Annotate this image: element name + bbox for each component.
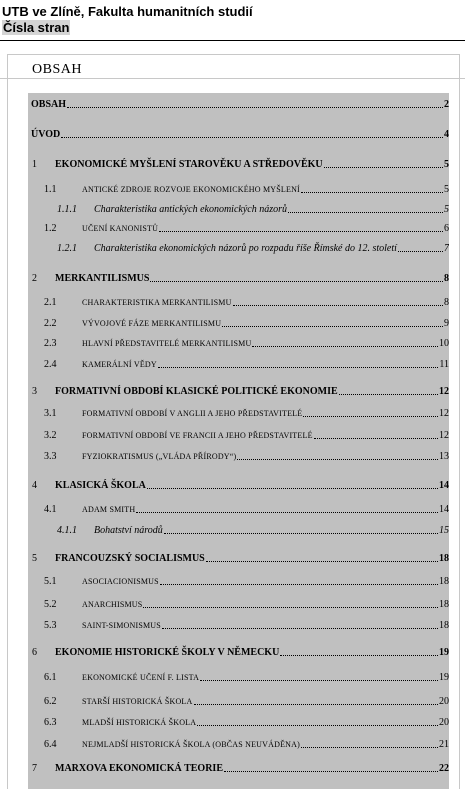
header-line-2[interactable]: Čísla stran (3, 20, 70, 35)
toc-entry-number: 2 (32, 273, 37, 284)
toc-entry[interactable] (28, 715, 449, 729)
toc-entry[interactable] (28, 97, 449, 111)
toc-entry-number: 1.1 (44, 184, 57, 195)
toc-entry-title: FRANCOUZSKÝ SOCIALISMUS (55, 553, 205, 564)
page-title: OBSAH (32, 62, 82, 77)
toc-entry[interactable] (28, 221, 449, 235)
toc-entry[interactable] (28, 406, 449, 420)
toc-entry[interactable] (28, 316, 449, 330)
toc-entry-number: 6.1 (44, 672, 57, 683)
toc-entry-title: KLASICKÁ ŠKOLA (55, 480, 146, 491)
toc-entry[interactable] (28, 574, 449, 588)
toc-entry[interactable] (28, 449, 449, 463)
toc-entry-number: 4.1.1 (57, 525, 77, 536)
toc-entry-number: 3.3 (44, 451, 57, 462)
toc-entry-number: 3.1 (44, 408, 57, 419)
toc-entry-page: 13 (439, 451, 449, 462)
toc-entry-title: CHARAKTERISTIKA MERKANTILISMU (82, 298, 232, 307)
toc-entry-page: 20 (439, 717, 449, 728)
toc-entry-title: MARXOVA EKONOMICKÁ TEORIE (55, 763, 223, 774)
toc-entry-number: 6 (32, 647, 37, 658)
toc-entry-title: KAMERÁLNÍ VĚDY (82, 360, 157, 369)
toc-entry-number: 6.2 (44, 696, 57, 707)
toc-entry-page: 10 (439, 338, 449, 349)
toc-entry-title: FYZIOKRATISMUS („VLÁDA PŘÍRODY“) (82, 452, 237, 461)
toc-entry[interactable] (28, 157, 449, 171)
toc-dot-leader (67, 107, 443, 108)
toc-entry-page: 12 (439, 386, 449, 397)
toc-entry-title: HLAVNÍ PŘEDSTAVITELÉ MERKANTILISMU (82, 339, 252, 348)
toc-entry-title: OBSAH (31, 99, 67, 110)
toc-entry-number: 1.2.1 (57, 243, 77, 254)
toc-dot-leader (301, 192, 443, 193)
toc-entry-page: 7 (444, 243, 449, 254)
toc-entry-number: 4.1 (44, 504, 57, 515)
toc-entry-title: UČENÍ KANONISTŮ (82, 224, 159, 233)
toc-entry-number: 4 (32, 480, 37, 491)
toc-dot-leader (224, 771, 438, 772)
toc-entry-title: ANTICKÉ ZDROJE ROZVOJE EKONOMICKÉHO MYŠLENÍ (82, 185, 300, 194)
toc-entry[interactable] (28, 241, 449, 255)
toc-entry-title: NEJMLADŠÍ HISTORICKÁ ŠKOLA (OBČAS NEUVÁDĚNA) (82, 740, 300, 749)
toc-dot-leader (160, 584, 438, 585)
toc-entry-number: 6.3 (44, 717, 57, 728)
toc-dot-leader (233, 305, 443, 306)
toc-entry-page: 18 (439, 620, 449, 631)
toc-entry-title: MERKANTILISMUS (55, 273, 150, 284)
toc-entry-number: 2.4 (44, 359, 57, 370)
toc-dot-leader (398, 251, 443, 252)
toc-dot-leader (237, 459, 438, 460)
toc-dot-leader (158, 367, 438, 368)
toc-entry[interactable] (28, 694, 449, 708)
toc-entry-number: 6.4 (44, 739, 57, 750)
page-frame-right (459, 54, 460, 789)
toc-entry-title: Bohatství národů (94, 525, 163, 536)
page-frame-top (7, 54, 460, 55)
toc-entry-page: 5 (444, 184, 449, 195)
toc-dot-leader (324, 167, 443, 168)
toc-entry[interactable] (28, 670, 449, 684)
toc-entry[interactable] (28, 357, 449, 371)
toc-entry-number: 7 (32, 763, 37, 774)
toc-entry-title: EKONOMICKÉ UČENÍ F. LISTA (82, 673, 200, 682)
toc-entry-title: Charakteristika ekonomických názorů po rozpadu říše Římské do 12. století (94, 243, 397, 254)
toc-entry-page: 9 (444, 318, 449, 329)
toc-entry-title: ASOCIACIONISMUS (82, 577, 159, 586)
toc-entry[interactable] (28, 478, 449, 492)
toc-entry-number: 3.2 (44, 430, 57, 441)
toc-entry-number: 1 (32, 159, 37, 170)
toc-entry-page: 12 (439, 408, 449, 419)
toc-entry-number: 2.1 (44, 297, 57, 308)
toc-entry-number: 5.2 (44, 599, 57, 610)
toc-entry[interactable] (28, 271, 449, 285)
toc-entry-page: 14 (439, 504, 449, 515)
toc-entry[interactable] (28, 551, 449, 565)
toc-dot-leader (150, 281, 443, 282)
document-header (2, 4, 253, 36)
toc-dot-leader (222, 326, 443, 327)
toc-entry-page: 4 (444, 129, 449, 140)
toc-entry-page: 11 (439, 359, 449, 370)
toc-entry-number: 2.3 (44, 338, 57, 349)
toc-dot-leader (197, 725, 438, 726)
toc-entry-number: 5 (32, 553, 37, 564)
toc-dot-leader (252, 346, 438, 347)
toc-dot-leader (280, 655, 438, 656)
toc-entry-number: 2.2 (44, 318, 57, 329)
toc-dot-leader (314, 438, 438, 439)
toc-entry-number: 1.1.1 (57, 204, 77, 215)
toc-dot-leader (339, 394, 438, 395)
header-divider (0, 40, 465, 41)
toc-entry-page: 12 (439, 430, 449, 441)
toc-entry-title: EKONOMICKÉ MYŠLENÍ STAROVĚKU A STŘEDOVĚKU (55, 159, 323, 170)
toc-dot-leader (136, 512, 438, 513)
toc-entry-page: 6 (444, 223, 449, 234)
toc-entry[interactable] (28, 597, 449, 611)
toc-entry[interactable] (28, 523, 449, 537)
toc-entry-page: 22 (439, 763, 449, 774)
toc-dot-leader (206, 561, 438, 562)
toc-entry[interactable] (28, 737, 449, 751)
toc-entry-page: 14 (439, 480, 449, 491)
toc-entry-page: 5 (444, 159, 449, 170)
toc-entry-title: STARŠÍ HISTORICKÁ ŠKOLA (82, 697, 193, 706)
toc-entry-page: 18 (439, 576, 449, 587)
toc-entry[interactable] (28, 384, 449, 398)
toc-dot-leader (159, 231, 443, 232)
toc-dot-leader (301, 747, 438, 748)
toc-entry-number: 3 (32, 386, 37, 397)
toc-entry-title: SAINT-SIMONISMUS (82, 621, 161, 630)
toc-entry-page: 5 (444, 204, 449, 215)
toc-dot-leader (194, 704, 439, 705)
page-frame-left (7, 54, 8, 789)
toc-entry[interactable] (28, 618, 449, 632)
toc-entry-title: FORMATIVNÍ OBDOBÍ V ANGLII A JEHO PŘEDSTAVITELÉ (82, 409, 303, 418)
toc-entry-title: Charakteristika antických ekonomických názorů (94, 204, 287, 215)
toc-entry-page: 8 (444, 297, 449, 308)
toc-entry[interactable] (28, 336, 449, 350)
toc-entry-page: 19 (439, 647, 449, 658)
toc-entry[interactable] (28, 295, 449, 309)
toc-entry[interactable] (28, 202, 449, 216)
toc-entry-page: 8 (444, 273, 449, 284)
title-divider (0, 78, 465, 79)
toc-dot-leader (147, 488, 438, 489)
toc-entry-page: 18 (439, 553, 449, 564)
toc-dot-leader (303, 416, 438, 417)
toc-entry-page: 20 (439, 696, 449, 707)
toc-entry-title: MLADŠÍ HISTORICKÁ ŠKOLA (82, 718, 197, 727)
toc-dot-leader (200, 680, 438, 681)
toc-entry[interactable] (28, 502, 449, 516)
toc-dot-leader (288, 212, 443, 213)
header-line-1: UTB ve Zlíně, Fakulta humanitních studií (2, 4, 253, 19)
toc-entry-number: 5.1 (44, 576, 57, 587)
toc-entry-title: FORMATIVNÍ OBDOBÍ VE FRANCII A JEHO PŘEDSTAVITELÉ (82, 431, 313, 440)
toc-entry-title: VÝVOJOVÉ FÁZE MERKANTILISMU (82, 319, 222, 328)
toc-entry-title: ADAM SMITH (82, 505, 136, 514)
toc-dot-leader (143, 607, 438, 608)
toc-entry-page: 2 (444, 99, 449, 110)
toc-entry-page: 15 (439, 525, 449, 536)
toc-entry-page: 18 (439, 599, 449, 610)
toc-entry-page: 19 (439, 672, 449, 683)
toc-entry-page: 21 (439, 739, 449, 750)
toc-dot-leader (162, 628, 438, 629)
toc-entry-number: 1.2 (44, 223, 57, 234)
toc-entry[interactable] (28, 428, 449, 442)
toc-entry-number: 5.3 (44, 620, 57, 631)
toc-entry-title: EKONOMIE HISTORICKÉ ŠKOLY V NĚMECKU (55, 647, 280, 658)
toc-entry-title: FORMATIVNÍ OBDOBÍ KLASICKÉ POLITICKÉ EKONOMIE (55, 386, 338, 397)
toc-entry-title: ANARCHISMUS (82, 600, 143, 609)
toc-dot-leader (164, 533, 438, 534)
toc-entry[interactable] (28, 182, 449, 196)
toc-entry-title: ÚVOD (31, 129, 61, 140)
toc-entry[interactable] (28, 645, 449, 659)
toc-entry[interactable] (28, 127, 449, 141)
toc-entry[interactable] (28, 761, 449, 775)
toc-dot-leader (61, 137, 443, 138)
